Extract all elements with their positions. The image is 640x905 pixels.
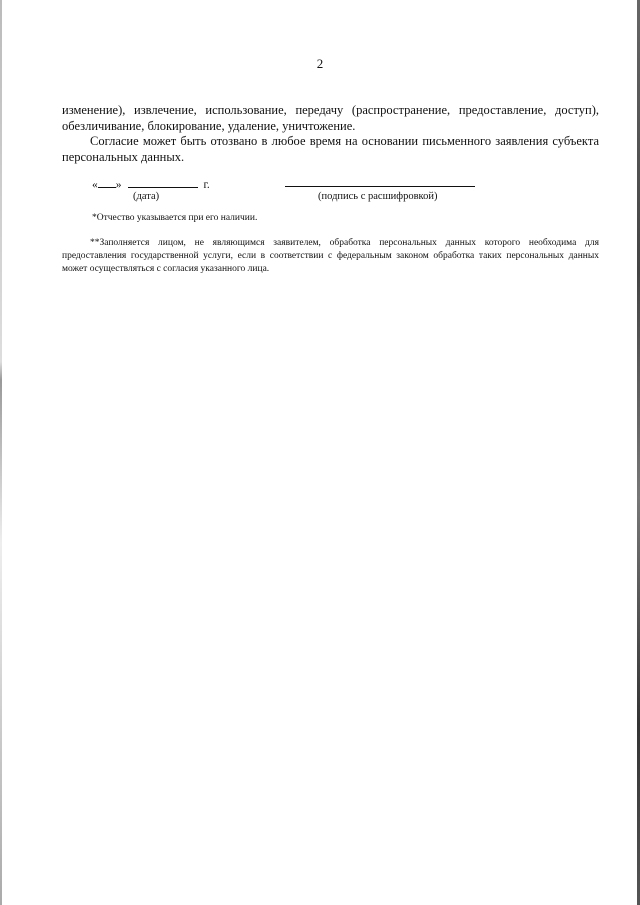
footnote-non-applicant: **Заполняется лицом, не являющимся заявителем, обработка персональных данных которого необходима для предоставления государственной услуги, если в соответствии с федеральным законом обработка таких персональных данных может осуществляться с согласия указанного лица.: [62, 238, 599, 274]
year-suffix: г.: [203, 179, 210, 191]
paragraph-1-line-2: обезличивание, блокирование, удаление, уничтожение.: [62, 119, 356, 133]
date-field: [92, 177, 210, 191]
date-quote-close: »: [115, 179, 122, 191]
signature-caption: (подпись с расшифровкой): [318, 191, 438, 202]
paragraph-2-line-1: Согласие может быть отозвано в любое время на основании письменного заявления субъекта: [90, 134, 599, 148]
signature-line: [285, 186, 475, 187]
date-quote-open: «: [92, 179, 98, 191]
day-blank-line: [98, 177, 116, 188]
date-caption: (дата): [133, 191, 160, 202]
page-number: 2: [316, 56, 324, 71]
footnote-patronymic: *Отчество указывается при его наличии.: [92, 213, 258, 223]
paragraph-1-line-1: изменение), извлечение, использование, передачу (распространение, предоставление, доступ),: [62, 103, 599, 117]
month-blank-line: [128, 177, 198, 188]
scan-edge-left: [0, 0, 2, 905]
paragraph-2-line-2: персональных данных.: [62, 150, 185, 164]
